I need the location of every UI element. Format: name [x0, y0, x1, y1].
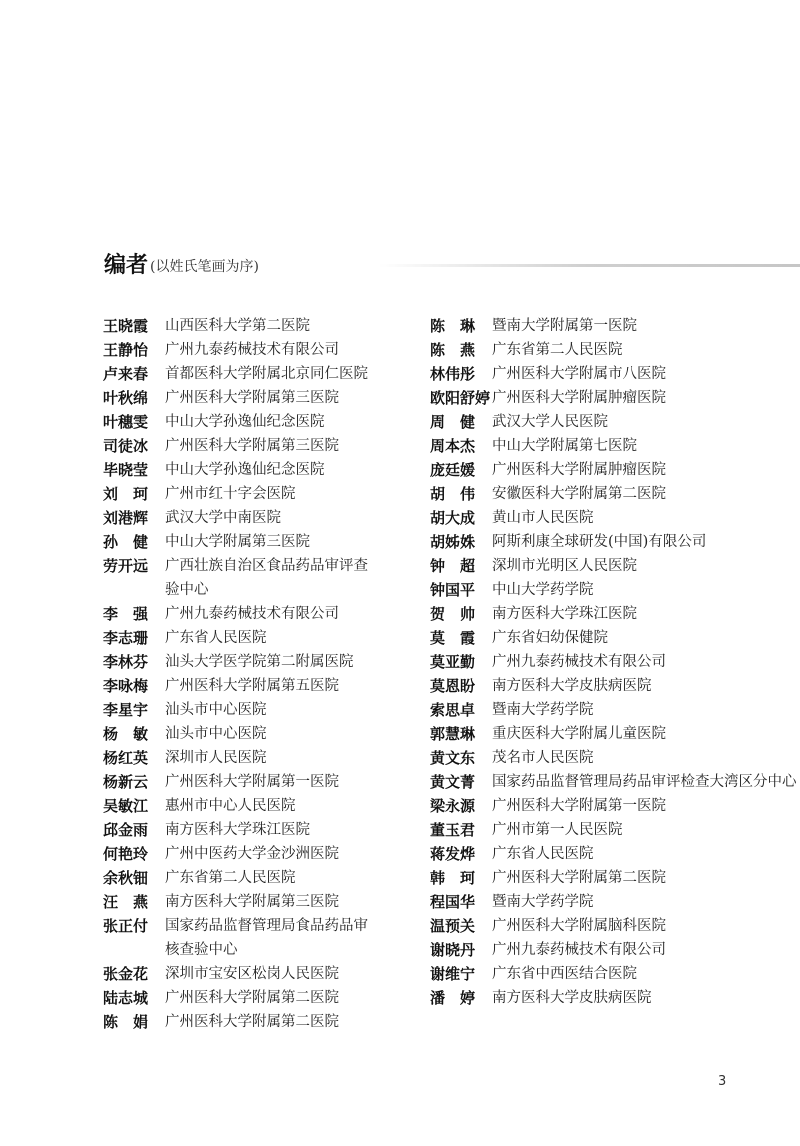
editor-affiliation: 广州医科大学附属第二医院 [165, 1014, 339, 1030]
editor-name: 潘 婷 [430, 989, 476, 1007]
editor-entry [103, 722, 408, 746]
editor-name: 贺 帅 [430, 605, 476, 623]
editor-name: 邱金雨 [103, 821, 149, 839]
editor-name: 陈 燕 [430, 341, 476, 359]
editor-name: 李林芬 [103, 653, 149, 671]
editor-affiliation: 惠州市中心人民医院 [165, 798, 296, 814]
editor-entry [430, 722, 740, 746]
editor-name: 黄文东 [430, 749, 476, 767]
editor-entry [430, 434, 740, 458]
editor-affiliation: 国家药品监督管理局食品药品审核查验中心 [165, 918, 368, 958]
editor-entry [430, 842, 740, 866]
editor-affiliation: 南方医科大学附属第三医院 [165, 894, 339, 910]
editor-entry [430, 602, 740, 626]
editor-name: 韩 珂 [430, 869, 476, 887]
editor-affiliation: 中山大学药学院 [492, 582, 594, 598]
editor-affiliation: 中山大学孙逸仙纪念医院 [165, 414, 325, 430]
editor-name: 陈 琳 [430, 317, 476, 335]
editor-name: 李 强 [103, 605, 149, 623]
editor-affiliation: 广州医科大学附属肿瘤医院 [492, 390, 666, 406]
editor-name: 程国华 [430, 893, 476, 911]
editor-entry [430, 938, 740, 962]
editor-entry [430, 866, 740, 890]
editor-name: 梁永源 [430, 797, 476, 815]
editor-entry [430, 410, 740, 434]
editor-name: 张正付 [103, 917, 149, 935]
editor-affiliation: 暨南大学药学院 [492, 702, 594, 718]
editor-name: 孙 健 [103, 533, 149, 551]
editor-affiliation: 广东省第二人民医院 [492, 342, 623, 358]
editor-name: 林伟彤 [430, 365, 476, 383]
editor-entry [103, 554, 408, 602]
editor-affiliation: 首都医科大学附属北京同仁医院 [165, 366, 368, 382]
editor-name: 叶穗雯 [103, 413, 149, 431]
editor-affiliation: 广州医科大学附属脑科医院 [492, 918, 666, 934]
editor-affiliation: 阿斯利康全球研发(中国)有限公司 [492, 534, 707, 550]
editor-affiliation: 中山大学孙逸仙纪念医院 [165, 462, 325, 478]
editor-name: 何艳玲 [103, 845, 149, 863]
editor-name: 司徒冰 [103, 437, 149, 455]
editor-entry [430, 314, 740, 338]
editor-entry [430, 746, 740, 770]
editor-affiliation: 南方医科大学皮肤病医院 [492, 678, 652, 694]
editor-name: 莫亚勤 [430, 653, 476, 671]
editor-name: 汪 燕 [103, 893, 149, 911]
editor-entry [430, 962, 740, 986]
heading-divider [379, 264, 800, 267]
editor-name: 毕晓莹 [103, 461, 149, 479]
editor-name: 刘 珂 [103, 485, 149, 503]
editor-affiliation: 暨南大学药学院 [492, 894, 594, 910]
editor-affiliation: 汕头大学医学院第二附属医院 [165, 654, 354, 670]
editor-entry [103, 410, 408, 434]
editor-entry [430, 794, 740, 818]
editor-name: 张金花 [103, 965, 149, 983]
editor-affiliation: 黄山市人民医院 [492, 510, 594, 526]
editor-affiliation: 深圳市光明区人民医院 [492, 558, 637, 574]
editor-affiliation: 广州医科大学附属第一医院 [492, 798, 666, 814]
editor-affiliation: 重庆医科大学附属儿童医院 [492, 726, 666, 742]
editor-name: 周本杰 [430, 437, 476, 455]
editor-affiliation: 深圳市宝安区松岗人民医院 [165, 966, 339, 982]
editor-entry [430, 770, 797, 794]
editor-name: 郭慧琳 [430, 725, 476, 743]
editor-entry [430, 338, 740, 362]
editor-name: 李志珊 [103, 629, 149, 647]
editor-affiliation: 武汉大学人民医院 [492, 414, 608, 430]
editor-entry [103, 338, 408, 362]
editor-entry [103, 986, 408, 1010]
editor-affiliation: 广州市红十字会医院 [165, 486, 296, 502]
editor-affiliation: 茂名市人民医院 [492, 750, 594, 766]
editor-name: 王静怡 [103, 341, 149, 359]
editor-entry [430, 818, 740, 842]
editor-entry [430, 458, 740, 482]
editor-entry [430, 506, 740, 530]
editor-affiliation: 广州九泰药械技术有限公司 [165, 342, 339, 358]
editor-entry [103, 626, 408, 650]
editor-affiliation: 深圳市人民医院 [165, 750, 267, 766]
editor-affiliation: 广东省妇幼保健院 [492, 630, 608, 646]
editor-entry [430, 530, 740, 554]
editor-name: 钟 超 [430, 557, 476, 575]
editor-entry [103, 914, 408, 962]
editor-entry [430, 482, 740, 506]
editor-affiliation: 暨南大学附属第一医院 [492, 318, 637, 334]
editor-name: 陈 娟 [103, 1013, 149, 1031]
editor-entry [103, 842, 408, 866]
editor-entry [430, 650, 740, 674]
heading-title: 编者 [104, 253, 149, 278]
editor-entry [103, 794, 408, 818]
editor-name: 蒋发烨 [430, 845, 476, 863]
editor-entry [103, 434, 408, 458]
editor-affiliation: 广州医科大学附属第一医院 [165, 774, 339, 790]
editor-name: 胡大成 [430, 509, 476, 527]
editor-name: 胡 伟 [430, 485, 476, 503]
editor-entry [430, 674, 740, 698]
editor-affiliation: 广州医科大学附属市八医院 [492, 366, 666, 382]
editor-entry [430, 914, 740, 938]
heading-subtitle: (以姓氏笔画为序) [150, 259, 259, 275]
editor-entry [430, 890, 740, 914]
editor-entry [103, 650, 408, 674]
editor-name: 劳开远 [103, 557, 149, 575]
editor-name: 钟国平 [430, 581, 476, 599]
editor-name: 谢晓丹 [430, 941, 476, 959]
editor-name: 杨新云 [103, 773, 149, 791]
editor-affiliation: 汕头市中心医院 [165, 702, 267, 718]
editor-affiliation: 广州九泰药械技术有限公司 [492, 942, 666, 958]
editor-name: 周 健 [430, 413, 476, 431]
editor-entry [103, 770, 408, 794]
editor-affiliation: 南方医科大学皮肤病医院 [492, 990, 652, 1006]
editor-name: 谢维宁 [430, 965, 476, 983]
editor-entry [430, 362, 740, 386]
editor-entry [103, 458, 408, 482]
editor-entry [103, 818, 408, 842]
editor-affiliation: 广州九泰药械技术有限公司 [492, 654, 666, 670]
editor-name: 卢来春 [103, 365, 149, 383]
editor-affiliation: 广东省第二人民医院 [165, 870, 296, 886]
editor-entry [103, 890, 408, 914]
editor-affiliation: 广州市第一人民医院 [492, 822, 623, 838]
editor-name: 李咏梅 [103, 677, 149, 695]
editor-name: 余秋钿 [103, 869, 149, 887]
editor-affiliation: 广州医科大学附属第三医院 [165, 438, 339, 454]
editor-name: 欧阳舒婷 [430, 389, 491, 407]
editor-entry [430, 626, 740, 650]
editor-name: 莫恩盼 [430, 677, 476, 695]
page-number: 3 [718, 1074, 727, 1089]
editor-name: 索思卓 [430, 701, 476, 719]
editor-entry [430, 386, 740, 410]
editor-name: 叶秋绵 [103, 389, 149, 407]
editor-list-left [103, 314, 408, 1034]
editor-entry [103, 386, 408, 410]
editor-affiliation: 山西医科大学第二医院 [165, 318, 310, 334]
editor-entry [103, 482, 408, 506]
editor-entry [103, 362, 408, 386]
editor-name: 董玉君 [430, 821, 476, 839]
editor-affiliation: 广东省中西医结合医院 [492, 966, 637, 982]
editor-entry [103, 314, 408, 338]
editor-affiliation: 广州医科大学附属第二医院 [165, 990, 339, 1006]
editor-affiliation: 广州九泰药械技术有限公司 [165, 606, 339, 622]
editors-heading [104, 252, 744, 282]
editor-name: 温预关 [430, 917, 476, 935]
editor-name: 李星宇 [103, 701, 149, 719]
editor-affiliation: 武汉大学中南医院 [165, 510, 281, 526]
editor-affiliation: 广州医科大学附属肿瘤医院 [492, 462, 666, 478]
editor-entry [103, 746, 408, 770]
editor-name: 黄文菁 [430, 773, 476, 791]
editor-list-right [430, 314, 797, 1010]
editor-affiliation: 广州医科大学附属第三医院 [165, 390, 339, 406]
editor-name: 庞廷媛 [430, 461, 476, 479]
editor-entry [430, 554, 740, 578]
editor-name: 王晓霞 [103, 317, 149, 335]
editor-affiliation: 中山大学附属第三医院 [165, 534, 310, 550]
editor-entry [103, 1010, 408, 1034]
editor-affiliation: 中山大学附属第七医院 [492, 438, 637, 454]
editor-entry [103, 674, 408, 698]
editor-entry [103, 962, 408, 986]
editor-affiliation: 广西壮族自治区食品药品审评查验中心 [165, 558, 368, 598]
editor-affiliation: 广州中医药大学金沙洲医院 [165, 846, 339, 862]
editor-entry [103, 602, 408, 626]
editor-affiliation: 南方医科大学珠江医院 [165, 822, 310, 838]
editor-affiliation: 广东省人民医院 [165, 630, 267, 646]
editor-affiliation: 广州医科大学附属第二医院 [492, 870, 666, 886]
editor-affiliation: 广州医科大学附属第五医院 [165, 678, 339, 694]
editor-name: 莫 霞 [430, 629, 476, 647]
editor-affiliation: 汕头市中心医院 [165, 726, 267, 742]
editor-name: 刘港辉 [103, 509, 149, 527]
editor-entry [103, 506, 408, 530]
editor-entry [430, 698, 740, 722]
editor-entry [103, 530, 408, 554]
editor-entry [430, 986, 740, 1010]
editor-name: 吴敏江 [103, 797, 149, 815]
editor-affiliation: 广东省人民医院 [492, 846, 594, 862]
editor-affiliation: 国家药品监督管理局药品审评检查大湾区分中心 [492, 774, 797, 790]
editor-name: 杨红英 [103, 749, 149, 767]
editor-name: 陆志城 [103, 989, 149, 1007]
editor-entry [103, 866, 408, 890]
editor-affiliation: 安徽医科大学附属第二医院 [492, 486, 666, 502]
editor-entry [430, 578, 740, 602]
editor-name: 胡姊姝 [430, 533, 476, 551]
editor-entry [103, 698, 408, 722]
editor-name: 杨 敏 [103, 725, 149, 743]
editor-affiliation: 南方医科大学珠江医院 [492, 606, 637, 622]
